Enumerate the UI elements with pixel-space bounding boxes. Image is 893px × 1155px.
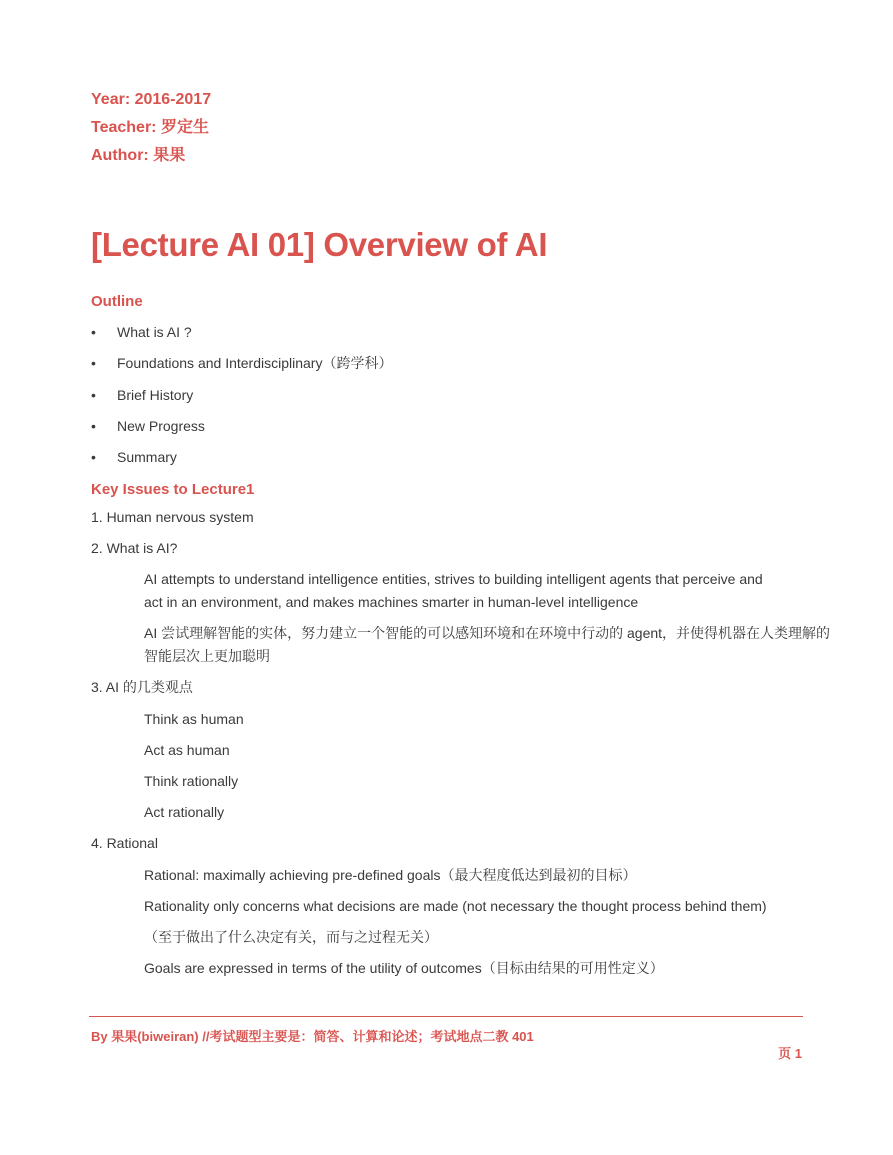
ai-definition-en <box>91 568 801 614</box>
key-issue-2: 2. What is AI? <box>91 540 178 557</box>
list-item <box>91 321 392 352</box>
list-item <box>91 446 392 477</box>
key-issue-4: 4. Rational <box>91 835 158 852</box>
key-issue-3: 3. AI 的几类观点 <box>91 679 193 696</box>
rational-item: Rationality only concerns what decisions are made (not necessary the thought process behind them) <box>144 897 767 914</box>
rational-item: Rational: maximally achieving pre-defined goals（最大程度低达到最初的目标） <box>144 866 637 883</box>
outline-item-label: Summary <box>117 449 177 466</box>
outline-item-label: Brief History <box>117 386 194 403</box>
outline-item-label: New Progress <box>117 417 205 434</box>
list-item <box>91 352 392 383</box>
list-item <box>91 415 392 446</box>
bullet-icon: • <box>91 386 96 403</box>
viewpoint-item: Act rationally <box>144 804 225 821</box>
bullet-icon: • <box>91 449 96 466</box>
list-item <box>91 384 392 415</box>
viewpoint-item: Think as human <box>144 710 244 727</box>
page-number: 页 1 <box>778 1046 802 1061</box>
viewpoint-item: Act as human <box>144 741 230 758</box>
footer-note: By 果果(biweiran) //考试题型主要是：简答、计算和论述；考试地点二教 401 <box>91 1029 534 1044</box>
meta-author: Author: 果果 <box>91 147 186 164</box>
bullet-icon: • <box>91 355 96 372</box>
outline-heading: Outline <box>91 293 143 310</box>
meta-teacher: Teacher: 罗定生 <box>91 119 209 136</box>
page-title: [Lecture AI 01] Overview of AI <box>91 226 548 263</box>
viewpoint-item: Think rationally <box>144 772 239 789</box>
footer-divider <box>89 1016 803 1017</box>
bullet-icon: • <box>91 417 96 434</box>
bullet-icon: • <box>91 324 96 340</box>
rational-item: Goals are expressed in terms of the utility of outcomes（目标由结果的可用性定义） <box>144 960 664 977</box>
rational-item: （至于做出了什么决定有关，而与之过程无关） <box>144 928 438 945</box>
outline-item-label: What is AI ? <box>117 324 192 340</box>
document-meta <box>91 86 211 170</box>
paragraph-line: 智能层次上更加聪明 <box>144 648 270 665</box>
key-issue-1: 1. Human nervous system <box>91 509 254 525</box>
ai-definition-zh <box>91 622 831 668</box>
paragraph-line: AI attempts to understand intelligence entities, strives to building intelligent agents that perceive and <box>144 571 763 588</box>
meta-year: Year: 2016-2017 <box>91 91 212 108</box>
outline-item-label: Foundations and Interdisciplinary（跨学科） <box>117 355 393 372</box>
key-issues-heading: Key Issues to Lecture1 <box>91 481 255 498</box>
key-issues-body <box>91 506 831 988</box>
outline-list <box>91 321 392 477</box>
paragraph-line: act in an environment, and makes machines smarter in human-level intelligence <box>144 594 639 611</box>
paragraph-line: AI 尝试理解智能的实体，努力建立一个智能的可以感知环境和在环境中行动的 agent，并使得机器在人类理解的 <box>144 625 831 642</box>
